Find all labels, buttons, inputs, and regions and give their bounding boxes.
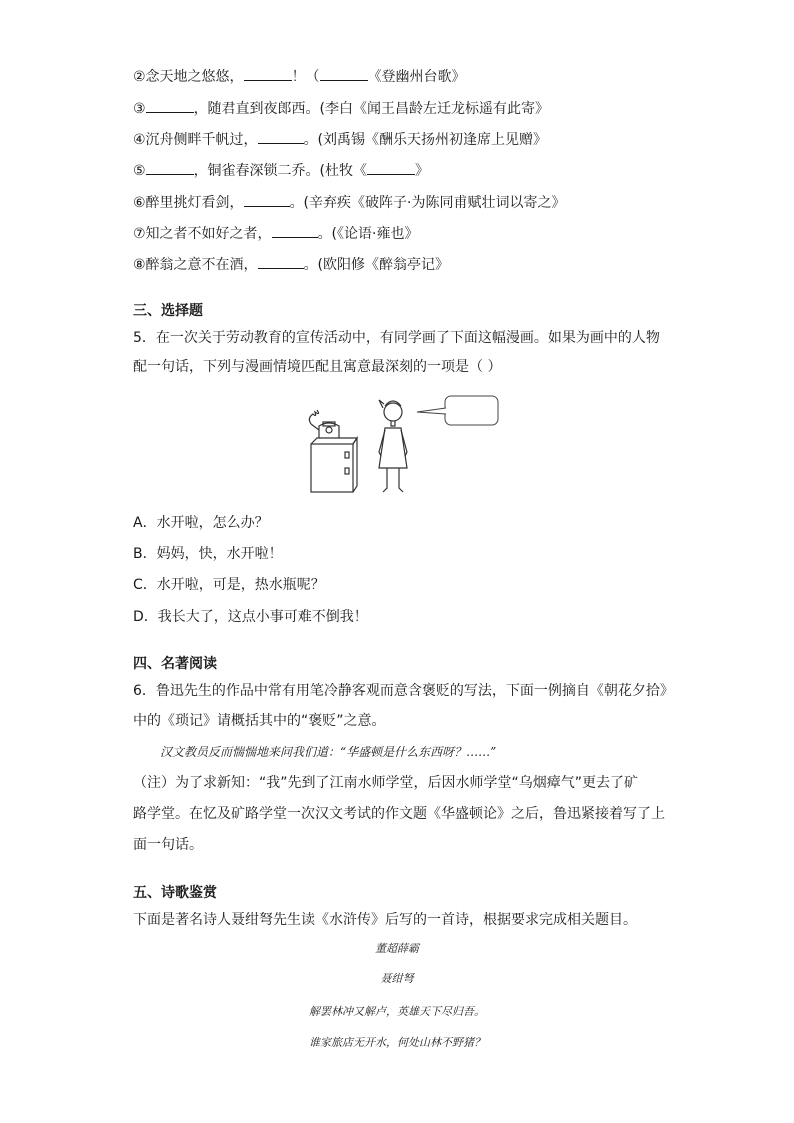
kettle xyxy=(309,410,339,438)
fill-line-text: 。(辛弃疾《破阵子·为陈同甫赋壮词以寄之》 xyxy=(289,195,566,211)
answer-blank[interactable] xyxy=(258,129,304,144)
answer-blank[interactable] xyxy=(367,160,415,175)
speech-bubble xyxy=(417,396,498,425)
question-5-line-2: 配一句话，下列与漫画情境匹配且寓意最深刻的一项是（ ） xyxy=(133,359,502,375)
fill-line-text: 。(《论语·雍也》 xyxy=(317,226,419,242)
note-line-1: （注）为了求新知：“我”先到了江南水师学堂，后因水师学堂“乌烟瘴气”更去了矿 xyxy=(133,775,639,791)
fill-line-text: 《登幽州台歌》 xyxy=(367,69,466,85)
fill-line-text: ⑥醉里挑灯看剑， xyxy=(133,195,244,211)
fill-line-text: ，随君直到夜郎西。(李白《闻王昌龄左迁龙标遥有此寄》 xyxy=(193,101,550,117)
answer-blank[interactable] xyxy=(244,66,292,81)
question-6-line-1: 6．鲁迅先生的作品中常有用笔冷静客观而意含褒贬的写法，下面一例摘自《朝花夕拾》 xyxy=(133,683,674,699)
poem-line-2: 谁家旅店无开水，何处山林不野猪？ xyxy=(309,1036,485,1049)
fill-line-text: 。(欧阳修《醉翁亭记》 xyxy=(303,257,450,273)
fill-line-text: 。(刘禹锡《酬乐天扬州初逢席上见赠》 xyxy=(303,132,548,148)
fill-line-5 xyxy=(133,160,429,181)
fill-line-text: ④沉舟侧畔千帆过， xyxy=(133,132,258,148)
poetry-intro: 下面是著名诗人聂绀弩先生读《水浒传》后写的一首诗，根据要求完成相关题目。 xyxy=(133,912,637,928)
fill-line-text: ⑦知之者不如好之者， xyxy=(133,226,272,242)
fill-line-text: 》 xyxy=(415,163,430,179)
question-6-line-2: 中的《琐记》请概括其中的“褒贬”之意。 xyxy=(133,713,386,729)
section-heading-classics: 四、名著阅读 xyxy=(133,656,217,672)
fill-line-7 xyxy=(133,223,418,244)
section-heading-poetry: 五、诗歌鉴赏 xyxy=(133,885,217,901)
fill-line-6 xyxy=(133,192,565,213)
answer-blank[interactable] xyxy=(258,254,304,269)
fill-line-text: ！（ xyxy=(291,69,320,85)
option-c[interactable]: C．水开啦，可是，热水瓶呢？ xyxy=(133,577,325,593)
fill-line-8 xyxy=(133,254,449,275)
fill-line-text: ⑧醉翁之意不在酒， xyxy=(133,257,258,273)
answer-blank[interactable] xyxy=(272,223,318,238)
poem-line-1: 解罢林冲又解卢，英雄天下尽归吾。 xyxy=(309,1005,485,1018)
option-d[interactable]: D．我长大了，这点小事可难不倒我！ xyxy=(133,609,368,625)
note-line-3: 面一句话。 xyxy=(133,837,203,853)
note-line-2: 路学堂。在忆及矿路学堂一次汉文考试的作文题《华盛顿论》之后，鲁迅紧接着写了上 xyxy=(133,806,665,822)
fill-line-text: ⑤ xyxy=(133,163,146,179)
poem-title: 董超薛霸 xyxy=(375,942,419,955)
question-5-line-1: 5．在一次关于劳动教育的宣传活动中，有同学画了下面这幅漫画。如果为画中的人物 xyxy=(133,330,660,346)
fill-line-text: ，铜雀春深锁二乔。(杜牧《 xyxy=(193,163,368,179)
fill-line-text: ③ xyxy=(133,101,146,117)
fill-line-text: ②念天地之悠悠， xyxy=(133,69,244,85)
girl-figure xyxy=(379,400,407,492)
stove-cabinet xyxy=(311,438,357,492)
cartoon-illustration xyxy=(305,392,505,496)
excerpt-quote: 汉文教员反而惴惴地来问我们道：“华盛顿是什么东西呀？……” xyxy=(160,745,497,759)
answer-blank[interactable] xyxy=(320,66,368,81)
fill-line-3 xyxy=(133,98,549,119)
answer-blank[interactable] xyxy=(146,98,194,113)
poem-author: 聂绀弩 xyxy=(380,972,414,985)
answer-blank[interactable] xyxy=(146,160,194,175)
answer-blank[interactable] xyxy=(244,192,290,207)
section-heading-choice: 三、选择题 xyxy=(133,303,203,319)
option-b[interactable]: B．妈妈，快，水开啦！ xyxy=(133,546,283,562)
fill-line-2 xyxy=(133,66,466,87)
fill-line-4 xyxy=(133,129,547,150)
option-a[interactable]: A．水开啦，怎么办？ xyxy=(133,515,269,531)
